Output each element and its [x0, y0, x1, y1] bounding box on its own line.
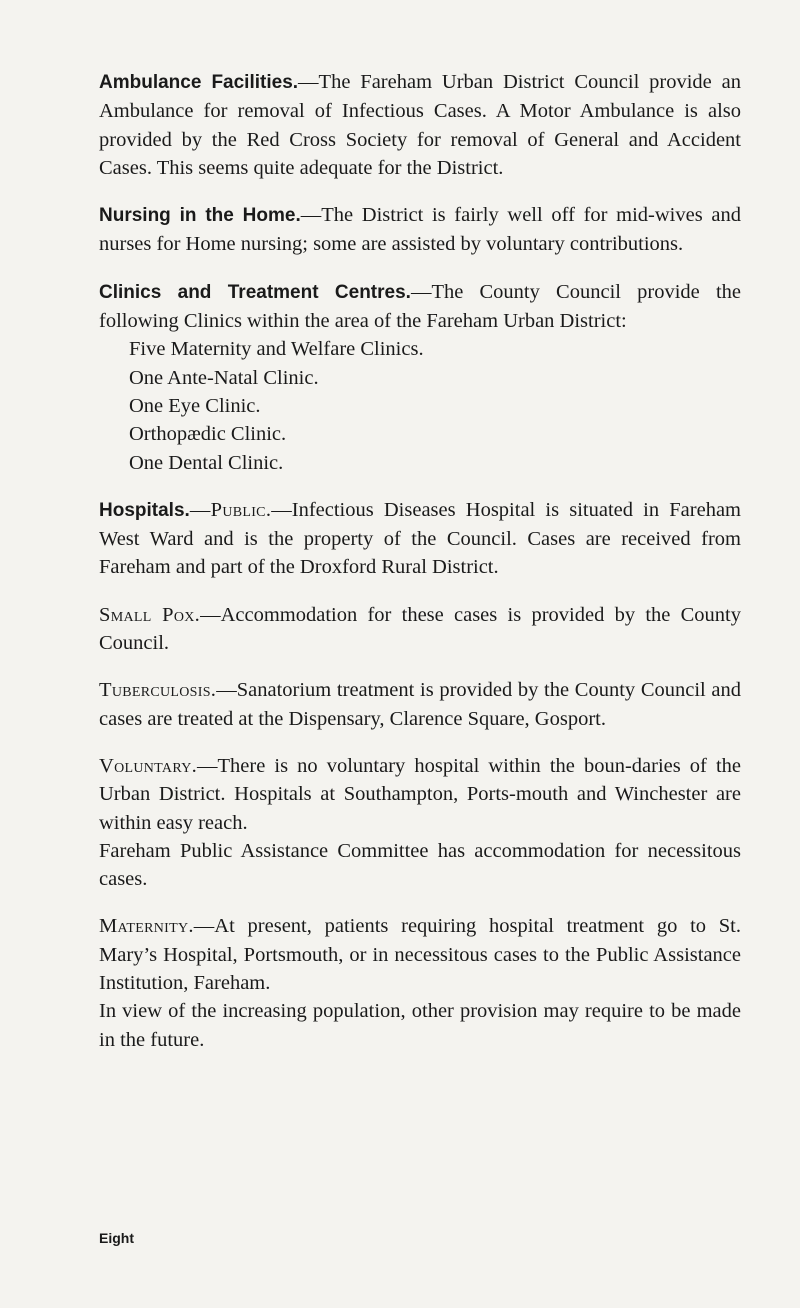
clinics-list	[99, 335, 741, 476]
nursing-heading: Nursing in the Home.	[99, 205, 301, 227]
document-page	[99, 68, 741, 1073]
voluntary-section	[99, 752, 741, 893]
ambulance-paragraph	[99, 68, 741, 182]
voluntary-paragraph	[99, 752, 741, 837]
voluntary-paragraph-2: Fareham Public Assistance Committee has accommodation for necessitous cases.	[99, 839, 741, 891]
public-label: —Public.	[189, 498, 272, 521]
voluntary-label: Voluntary.	[99, 754, 198, 777]
maternity-paragraph	[99, 912, 741, 997]
maternity-text: —At present, patients requiring hospital treatment go to St. Mary’s Hospital, Portsmouth, or in necessitous cases to the Public Assistance Institution, Fareham.	[99, 915, 741, 995]
clinics-paragraph	[99, 278, 741, 336]
smallpox-paragraph	[99, 601, 741, 658]
page-number: Eight	[99, 1230, 134, 1246]
clinic-list-item: One Dental Clinic.	[129, 451, 284, 474]
clinic-list-item: One Eye Clinic.	[129, 394, 261, 417]
smallpox-text: —Accommodation for these cases is provided by the County Council.	[99, 603, 742, 655]
hospitals-public-paragraph	[99, 496, 741, 582]
clinic-list-item: Five Maternity and Welfare Clinics.	[129, 338, 424, 361]
clinic-list-item: One Ante-Natal Clinic.	[129, 366, 319, 389]
tuberculosis-text: —Sanatorium treatment is provided by the County Council and cases are treated at the Dispensary, Clarence Square, Gosport.	[99, 679, 741, 730]
nursing-paragraph	[99, 201, 741, 259]
voluntary-text: —There is no voluntary hospital within the boun-daries of the Urban District. Hospitals at Southampton, Ports-mouth and Winchester are within easy reach.	[99, 754, 741, 834]
clinics-heading: Clinics and Treatment Centres.	[99, 281, 411, 303]
ambulance-text: —The Fareham Urban District Council provide an Ambulance for removal of Infectious Cases. A Motor Ambulance is also provided by the Red Cross Society for removal of General and Accident Cases. This seems quite adequate for the District.	[99, 71, 741, 179]
maternity-section	[99, 912, 741, 1053]
hospitals-heading: Hospitals.	[99, 499, 190, 521]
maternity-label: Maternity.	[99, 915, 194, 938]
tuberculosis-paragraph	[99, 676, 741, 733]
nursing-text: —The District is fairly well off for mid-wives and nurses for Home nursing; some are assisted by voluntary contributions.	[99, 204, 741, 256]
clinics-section	[99, 278, 741, 477]
smallpox-label: Small Pox.	[99, 603, 201, 626]
clinics-text: —The County Council provide the following Clinics within the area of the Fareham Urban District:	[99, 280, 741, 333]
public-text: —Infectious Diseases Hospital is situated in Fareham West Ward and is the property of the Council. Cases are received from Fareham and part of the Droxford Rural District.	[99, 498, 741, 579]
clinic-list-item: Orthopædic Clinic.	[129, 423, 287, 446]
maternity-paragraph-2: In view of the increasing population, other provision may require to be made in the future.	[99, 1000, 741, 1051]
ambulance-heading: Ambulance Facilities.	[99, 72, 299, 93]
tuberculosis-label: Tuberculosis.	[99, 679, 217, 702]
